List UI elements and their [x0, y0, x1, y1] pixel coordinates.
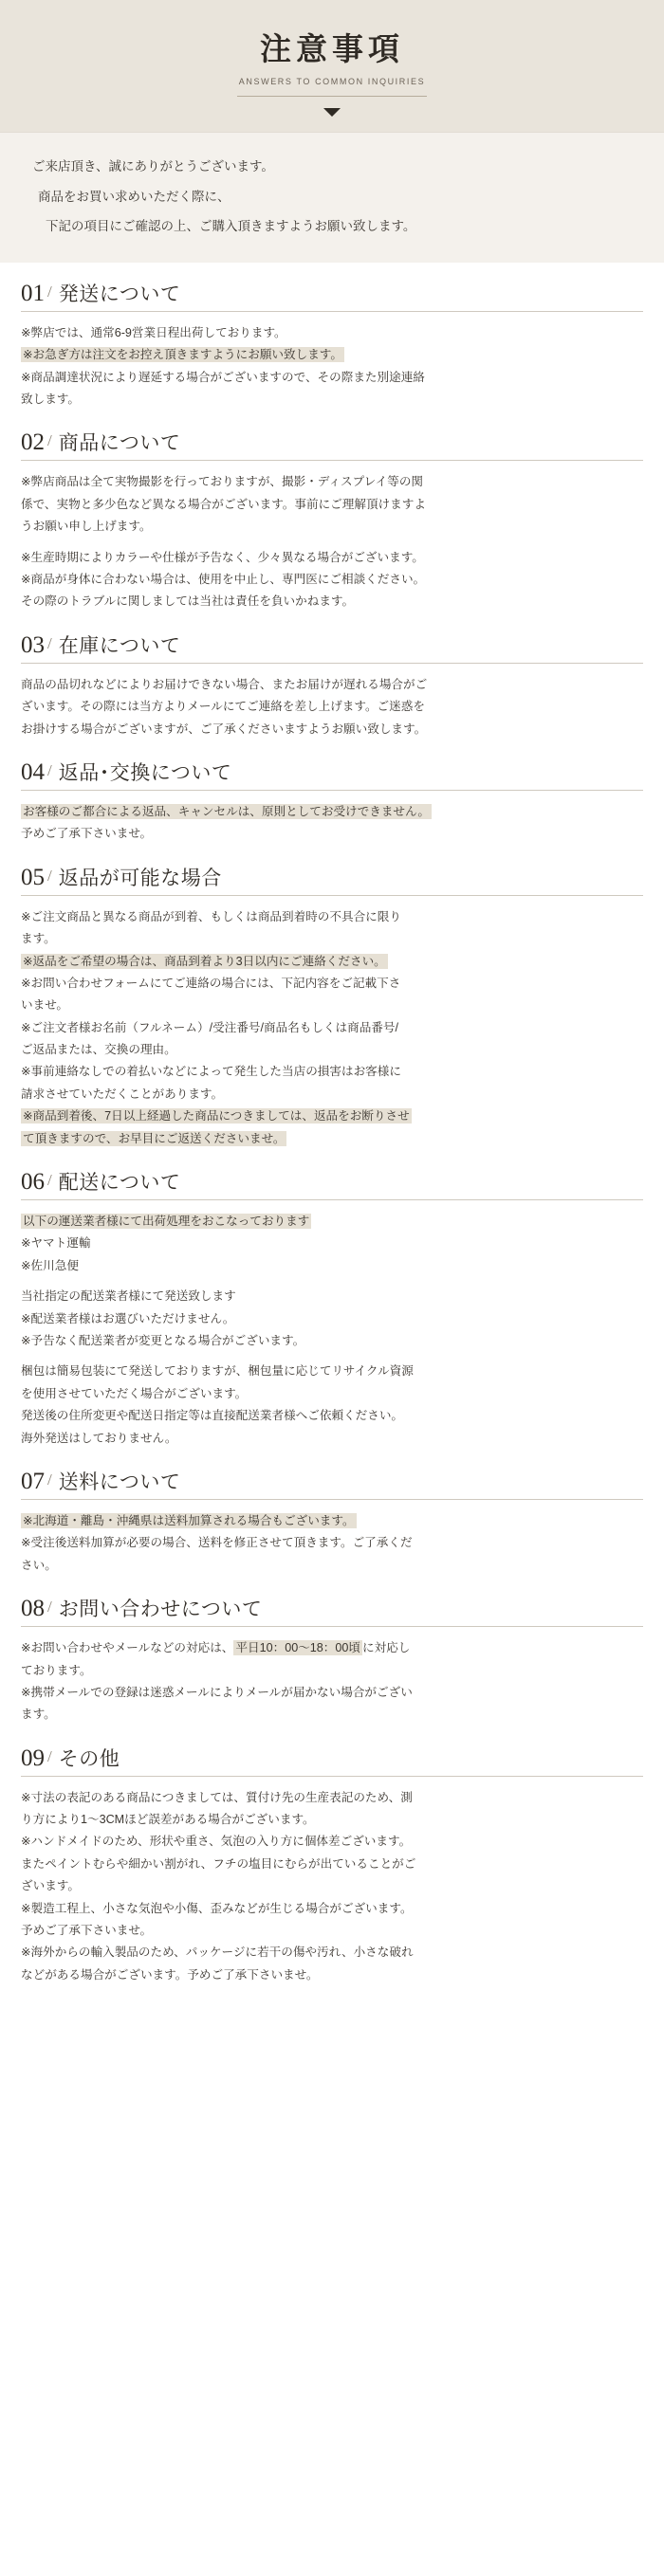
section-line: 致します。 — [21, 393, 80, 407]
section-line: ※ご注文者様お名前（フルネーム）/受注番号/商品名もしくは商品番号/ — [21, 1020, 398, 1034]
section-title: お問い合わせについて — [58, 1599, 263, 1621]
section-number: 05 — [21, 864, 45, 890]
section-slash: / — [47, 282, 52, 301]
section-heading — [21, 633, 643, 664]
section-line: ざいます。その際には当方よりメールにてご連絡を差し上げます。ご迷惑を — [21, 700, 425, 714]
section-line: ※携帯メールでの登録は迷惑メールによりメールが届かない場合がござい — [21, 1685, 413, 1699]
section-line: ※ハンドメイドのため、形状や重さ、気泡の入り方に個体差ございます。 — [21, 1835, 412, 1849]
section-number: 01 — [21, 280, 45, 306]
section-heading — [21, 430, 643, 461]
section-body — [21, 1212, 643, 1448]
section-line: いませ。 — [21, 998, 68, 1013]
section-title: 発送について — [58, 283, 181, 305]
section-heading — [21, 1170, 643, 1200]
section-07 — [21, 1451, 643, 1575]
section-heading — [21, 760, 643, 791]
section-body — [21, 907, 643, 1148]
section-line — [21, 1129, 643, 1148]
highlighted-text: 以下の運送業者様にて出荷処理をおこなっております — [23, 1215, 310, 1229]
section-line: お掛けする場合がございますが、ご了承くださいますようお願い致します。 — [21, 722, 427, 736]
section-title: 配送について — [58, 1172, 181, 1195]
section-line: またペイントむらや細かい割がれ、フチの塩目にむらが出ていることがご — [21, 1856, 416, 1871]
section-number: 07 — [21, 1468, 45, 1494]
section-line: ※予告なく配送業者が変更となる場合がございます。 — [21, 1333, 305, 1347]
section-line: ※商品が身体に合わない場合は、使用を中止し、専門医にご相談ください。 — [21, 573, 426, 586]
section-line: ※受注後送料加算が必要の場合、送料を修正させて頂きます。ご了承くだ — [21, 1536, 413, 1550]
section-01 — [21, 263, 643, 410]
section-line: ※製造工程上、小さな気泡や小傷、歪みなどが生じる場合がございます。 — [21, 1901, 413, 1915]
section-body — [21, 1788, 643, 1985]
header-divider — [237, 96, 427, 97]
section-number: 06 — [21, 1169, 45, 1196]
section-body — [21, 1511, 643, 1575]
section-09 — [21, 1727, 643, 1985]
section-heading — [21, 866, 643, 896]
highlighted-text: ※お急ぎ方は注文をお控え頂きますようにお願い致します。 — [23, 348, 342, 362]
highlighted-text: お客様のご都合による返品、キャンセルは、原則としてお受けできません。 — [23, 804, 430, 818]
section-body — [21, 323, 643, 410]
section-line: ※事前連絡なしでの着払いなどによって発生した当店の損害はお客様に — [21, 1065, 401, 1079]
section-line: 商品の品切れなどによりお届けできない場合、またお届けが遅れる場合がご — [21, 677, 428, 691]
section-line: ※弊店では、通常6-9営業日程出荷しております。 — [21, 325, 286, 339]
section-title: 返品が可能な場合 — [58, 867, 222, 889]
highlighted-text: 平日10：00～18：00頃 — [235, 1641, 361, 1655]
section-title: 返品･交換について — [58, 761, 232, 784]
section-slash: / — [47, 431, 52, 450]
section-04 — [21, 741, 643, 844]
page-subtitle: ANSWERS TO COMMON INQUIRIES — [238, 77, 426, 86]
section-slash: / — [47, 866, 52, 885]
section-line: うお願い申し上げます。 — [21, 520, 152, 534]
header-spacer — [0, 117, 664, 132]
section-heading — [21, 1746, 643, 1777]
section-line — [21, 1212, 643, 1231]
section-line: 当社指定の配送業者様にて発送致します — [21, 1289, 236, 1304]
section-number: 09 — [21, 1745, 45, 1771]
section-line: ※弊店商品は全て実物撮影を行っておりますが、撮影・ディスプレイ等の関 — [21, 475, 424, 489]
section-line: ます。 — [21, 1708, 56, 1722]
page-header — [0, 0, 664, 132]
section-line: 予めご了承下さいませ。 — [21, 827, 153, 841]
section-slash: / — [47, 1598, 52, 1617]
section-line: などがある場合がございます。予めご了承下さいませ。 — [21, 1967, 319, 1982]
section-title: 送料について — [58, 1471, 181, 1493]
section-line: ※佐川急便 — [21, 1258, 79, 1272]
section-line: ※お問い合わせやメールなどの対応は、 平日10：00～18：00頃 に対応し — [21, 1641, 411, 1655]
down-triangle-icon — [323, 108, 341, 117]
section-slash: / — [47, 1746, 52, 1765]
section-line: 請求させていただくことがあります。 — [21, 1087, 224, 1101]
section-body — [21, 472, 643, 611]
section-line: ※お問い合わせフォームにてご連絡の場合には、下記内容をご記載下さ — [21, 976, 401, 990]
section-line: ※生産時期によりカラーや仕様が予告なく、少々異なる場合がございます。 — [21, 550, 424, 564]
section-line: ※寸法の表記のある商品につきましては、質付け先の生産表記のため、測 — [21, 1790, 413, 1804]
intro-line: ご来店頂き、誠にありがとうございます。 — [32, 159, 274, 174]
section-line: を使用させていただく場合がございます。 — [21, 1386, 248, 1400]
section-line: さい。 — [21, 1558, 57, 1572]
section-slash: / — [47, 1171, 52, 1190]
section-line: 係で、実物と多少色など異なる場合がございます。事前にご理解頂けますよ — [21, 497, 426, 511]
page-title: 注意事項 — [260, 33, 404, 67]
section-title: 商品について — [58, 432, 181, 455]
section-line: 海外発送はしておりません。 — [21, 1431, 177, 1445]
section-body — [21, 675, 643, 739]
section-line: ※海外からの輸入製品のため、パッケージに若干の傷や汚れ、小さな破れ — [21, 1946, 414, 1960]
section-number: 03 — [21, 631, 45, 658]
section-body — [21, 802, 643, 844]
section-title: その他 — [58, 1747, 120, 1770]
section-03 — [21, 614, 643, 739]
section-line: ご返品または、交換の理由。 — [21, 1043, 176, 1057]
section-slash: / — [47, 1470, 52, 1489]
section-line: ざいます。 — [21, 1879, 80, 1893]
highlighted-text: ※返品をご希望の場合は、商品到着より3日以内にご連絡ください。 — [23, 954, 386, 968]
section-line: 梱包は簡易包装にて発送しておりますが、梱包量に応じてリサイクル資源 — [21, 1364, 414, 1379]
section-heading — [21, 1597, 643, 1627]
section-line: ※ヤマト運輸 — [21, 1236, 91, 1251]
section-slash: / — [47, 633, 52, 652]
section-line: り方により1～3CMほど誤差がある場合がございます。 — [21, 1813, 315, 1827]
intro-line: 下記の項目にご確認の上、ご購入頂きますようお願い致します。 — [46, 219, 416, 234]
section-line: その際のトラブルに関しましては当社は責任を負いかねます。 — [21, 594, 355, 609]
sections-container — [0, 263, 664, 2025]
section-line — [21, 345, 643, 364]
section-slash: / — [47, 760, 52, 779]
section-02 — [21, 411, 643, 611]
highlighted-text: て頂きますので、お早目にご返送くださいませ。 — [23, 1131, 286, 1145]
section-line: ※ご注文商品と異なる商品が到着、もしくは商品到着時の不具合に限り — [21, 909, 401, 923]
section-05 — [21, 847, 643, 1148]
highlighted-text: ※北海道・離島・沖縄県は送料加算される場合もございます。 — [23, 1513, 355, 1527]
section-line — [21, 952, 643, 971]
section-08 — [21, 1578, 643, 1725]
section-line — [21, 1106, 643, 1125]
section-number: 08 — [21, 1596, 45, 1622]
section-line: ております。 — [21, 1663, 92, 1677]
section-title: 在庫について — [58, 634, 181, 657]
section-06 — [21, 1151, 643, 1448]
section-line: 発送後の住所変更や配送日指定等は直接配送業者様へご依頼ください。 — [21, 1409, 403, 1423]
section-heading — [21, 1470, 643, 1500]
intro-block — [0, 132, 664, 263]
section-number: 04 — [21, 758, 45, 785]
intro-line: 商品をお買い求めいただく際に、 — [38, 189, 231, 204]
section-line — [21, 1511, 643, 1530]
section-body — [21, 1638, 643, 1725]
section-heading — [21, 282, 643, 312]
section-number: 02 — [21, 429, 45, 456]
section-line: ※配送業者様はお選びいただけません。 — [21, 1311, 235, 1325]
section-line: ます。 — [21, 932, 56, 946]
section-line: ※商品調達状況により遅延する場合がございますので、その際また別途連絡 — [21, 370, 425, 384]
section-line: 予めご了承下さいませ。 — [21, 1924, 153, 1938]
section-line — [21, 802, 643, 821]
highlighted-text: ※商品到着後、7日以上経過した商品につきましては、返品をお断りさせ — [23, 1109, 410, 1124]
